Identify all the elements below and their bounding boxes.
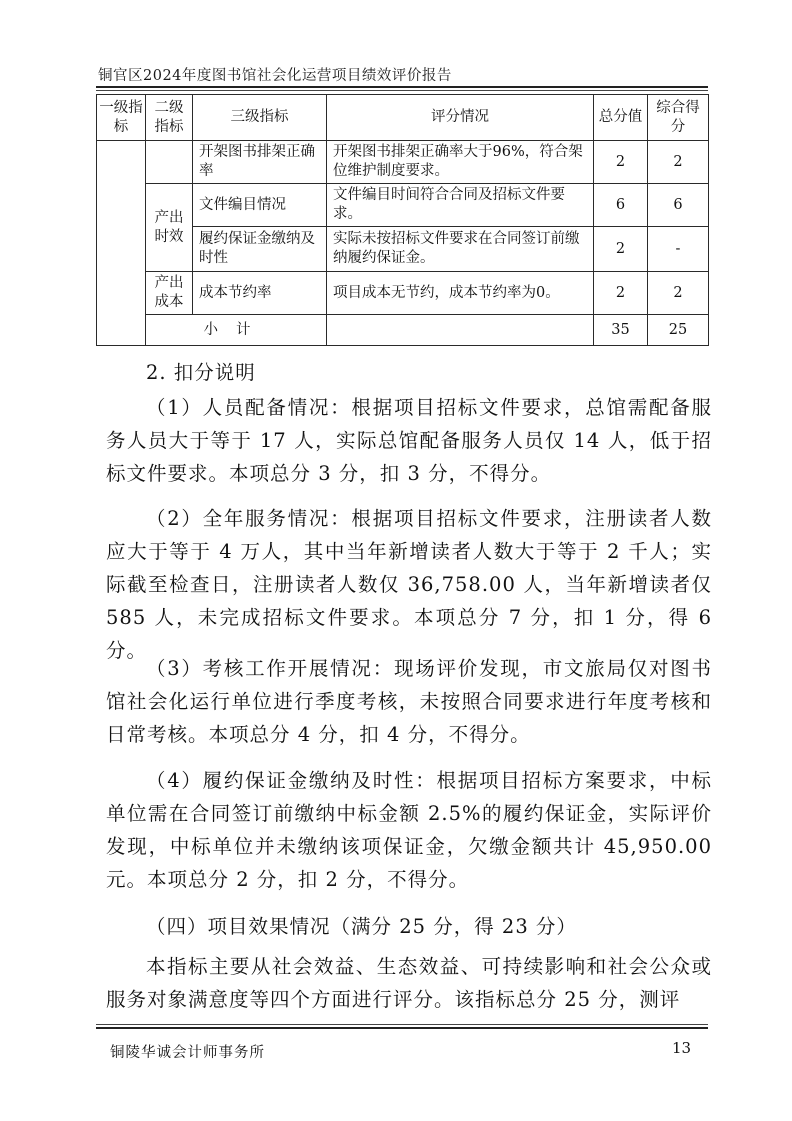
scoring-cell: 项目成本无节约，成本节约率为0。 xyxy=(327,272,594,315)
report-header-title: 铜官区2024年度图书馆社会化运营项目绩效评价报告 xyxy=(98,68,452,84)
table-row xyxy=(97,184,709,227)
header-rule-thin xyxy=(96,90,708,91)
header-rule xyxy=(96,86,708,88)
subtotal-total: 35 xyxy=(594,315,648,346)
paragraph-assessment: （3）考核工作开展情况：现场评价发现，市文旅局仅对图书馆社会化运行单位进行季度考核，未按照合同要求进行年度考核和日常考核。本项总分 4 分，扣 4 分，不得分。 xyxy=(106,657,712,746)
subtotal-label: 小计 xyxy=(146,315,327,346)
total-cell: 2 xyxy=(594,227,648,272)
paragraph-effects: 本指标主要从社会效益、生态效益、可持续影响和社会公众或服务对象满意度等四个方面进行评分。该指标总分 25 分，测评 xyxy=(106,955,712,1011)
scoring-cell: 开架图书排架正确率大于96%，符合架位维护制度要求。 xyxy=(327,141,594,184)
total-cell: 6 xyxy=(594,184,648,227)
page-number: 13 xyxy=(672,1039,692,1057)
level2-cell-output-effect: 产出时效 xyxy=(146,184,193,272)
col-header-level2: 二级指标 xyxy=(146,95,193,141)
level3-cell: 开架图书排架正确率 xyxy=(193,141,327,184)
table-row xyxy=(97,141,709,184)
table-header-row xyxy=(97,95,709,141)
subtotal-desc-blank xyxy=(327,315,594,346)
paragraph-staffing: （1）人员配备情况：根据项目招标文件要求，总馆需配备服务人员大于等于 17 人，实际总馆配备服务人员仅 14 人，低于招标文件要求。本项总分 3 分，扣 3 分，不得分。 xyxy=(106,396,712,485)
footer-rule xyxy=(96,1027,708,1029)
col-header-level3: 三级指标 xyxy=(193,95,327,141)
col-header-scoring: 评分情况 xyxy=(327,95,594,141)
col-header-score: 综合得分 xyxy=(648,95,709,141)
footer-firm-name: 铜陵华诚会计师事务所 xyxy=(110,1045,265,1061)
score-cell: 6 xyxy=(648,184,709,227)
subtotal-score: 25 xyxy=(648,315,709,346)
total-cell: 2 xyxy=(594,141,648,184)
subtotal-row xyxy=(97,315,709,346)
level3-cell: 文件编目情况 xyxy=(193,184,327,227)
col-header-total: 总分值 xyxy=(594,95,648,141)
section-heading-effects: （四）项目效果情况（满分 25 分，得 23 分） xyxy=(146,915,577,938)
score-cell: - xyxy=(648,227,709,272)
footer-rule-thin xyxy=(96,1024,708,1025)
level2-cell-blank xyxy=(146,141,193,184)
level3-cell: 成本节约率 xyxy=(193,272,327,315)
level2-cell-output-cost: 产出成本 xyxy=(146,272,193,315)
scoring-cell: 文件编目时间符合合同及招标文件要求。 xyxy=(327,184,594,227)
level1-cell xyxy=(97,141,146,346)
paragraph-deposit: （4）履约保证金缴纳及时性：根据项目招标方案要求，中标单位需在合同签订前缴纳中标金额 2.5%的履约保证金，实际评价发现，中标单位并未缴纳该项保证金，欠缴金额共计 45,950.00 元。本项总分 2 分，扣 2 分，不得分。 xyxy=(106,769,712,891)
scoring-cell: 实际未按招标文件要求在合同签订前缴纳履约保证金。 xyxy=(327,227,594,272)
table-row xyxy=(97,272,709,315)
col-header-level1: 一级指标 xyxy=(97,95,146,141)
score-table xyxy=(96,94,709,346)
section-heading-deductions: 2. 扣分说明 xyxy=(146,361,256,384)
paragraph-annual-service: （2）全年服务情况：根据项目招标文件要求，注册读者人数应大于等于 4 万人，其中当年新增读者人数大于等于 2 千人；实际截至检查日，注册读者人数仅 36,758.00 人，当年新增读者仅 585 人，未完成招标文件要求。本项总分 7 分，扣 1 分，得 6 分。 xyxy=(106,507,712,662)
score-cell: 2 xyxy=(648,141,709,184)
score-cell: 2 xyxy=(648,272,709,315)
total-cell: 2 xyxy=(594,272,648,315)
level3-cell: 履约保证金缴纳及时性 xyxy=(193,227,327,272)
